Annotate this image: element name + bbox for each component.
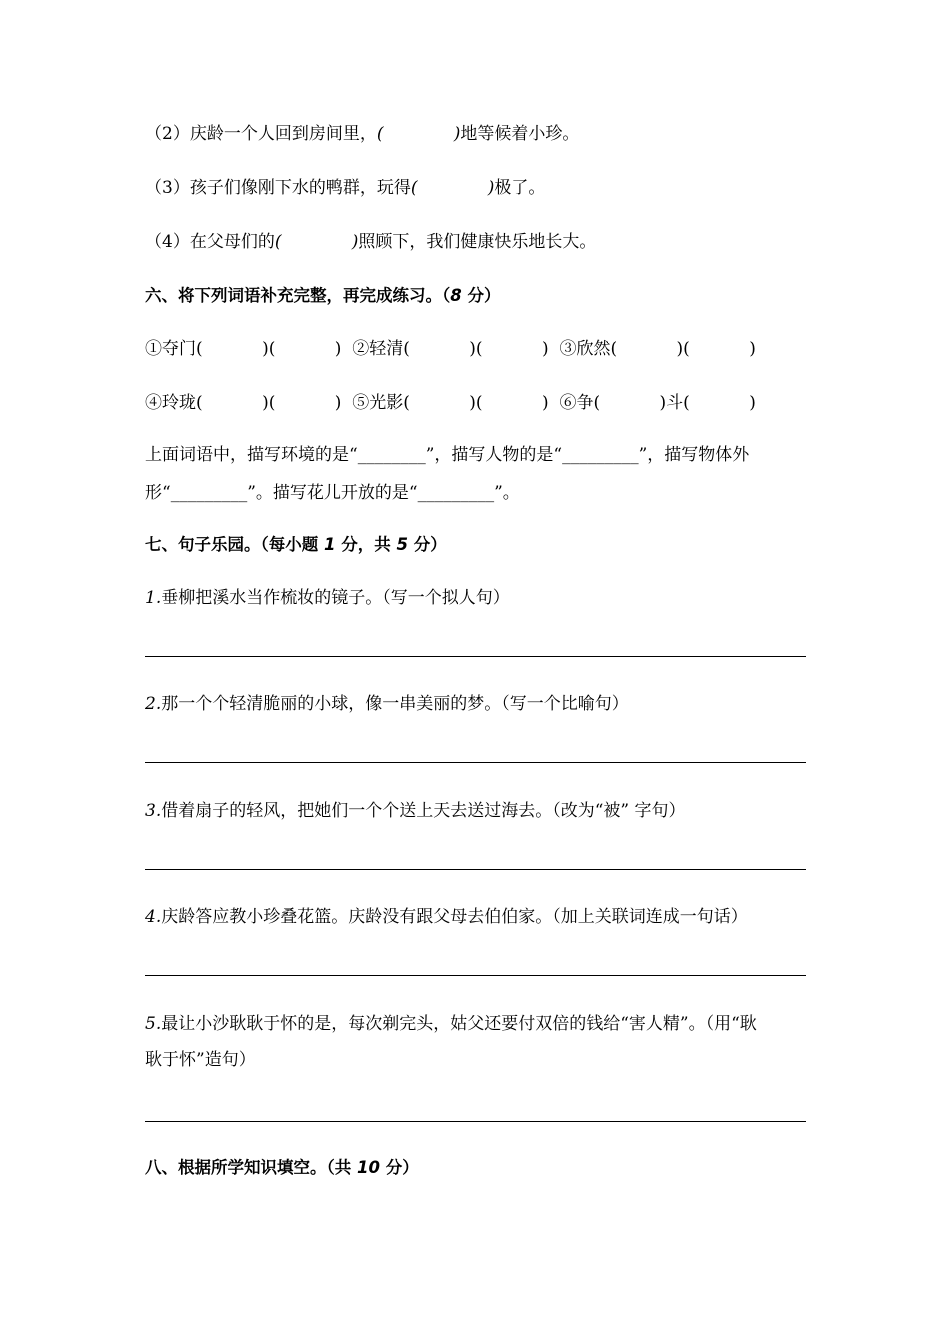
- item-number: （4）: [145, 232, 190, 252]
- fill-sentence-2: [145, 122, 579, 146]
- section6-word-row-2[interactable]: ④玲珑( )( ) ⑤光影( )( ) ⑥争( )斗( ): [145, 393, 756, 413]
- answer-blank[interactable]: ( ): [410, 178, 495, 198]
- sentence-text: 照顾下，我们健康快乐地长大。: [358, 232, 597, 252]
- section6-question-line-2: 形“_________”。描写花儿开放的是“_________”。: [145, 483, 520, 503]
- sentence-text: 在父母们的: [189, 232, 275, 252]
- section7-item-4: 4.庆龄答应教小珍叠花篮。庆龄没有跟父母去伯伯家。（加上关联词连成一句话）: [145, 907, 748, 927]
- section6-heading: 六、将下列词语补充完整，再完成练习。（8 分）: [145, 286, 501, 305]
- section6-word-row-1[interactable]: ①夺门( )( ) ②轻清( )( ) ③欣然( )( ): [145, 339, 756, 359]
- section8-heading: 八、根据所学知识填空。（共 10 分）: [145, 1158, 419, 1177]
- section7-heading: 七、句子乐园。（每小题 1 分，共 5 分）: [145, 535, 447, 554]
- sentence-text: 孩子们像刚下水的鸭群，玩得: [189, 178, 411, 198]
- item-number: （3）: [145, 178, 190, 198]
- answer-blank[interactable]: ( ): [274, 232, 359, 252]
- section7-item-2: 2.那一个个轻清脆丽的小球，像一串美丽的梦。（写一个比喻句）: [145, 694, 629, 714]
- fill-sentence-4: [145, 230, 596, 254]
- section6-question-line-1: 上面词语中，描写环境的是“________”，描写人物的是“_________”，描写物体外: [145, 445, 750, 465]
- section7-item-1: 1.垂柳把溪水当作梳妆的镜子。（写一个拟人句）: [145, 588, 510, 608]
- answer-line-3[interactable]: [145, 869, 806, 870]
- item-number: （2）: [145, 124, 190, 144]
- section7-item-3: 3.借着扇子的轻风，把她们一个个送上天去送过海去。（改为“被” 字句）: [145, 801, 686, 821]
- sentence-text: 极了。: [494, 178, 546, 198]
- answer-blank[interactable]: ( ): [376, 124, 461, 144]
- sentence-text: 庆龄一个人回到房间里，: [189, 124, 377, 144]
- section7-item-5: 5.最让小沙耿耿于怀的是，每次剃完头，姑父还要付双倍的钱给“害人精”。（用“耿: [145, 1014, 757, 1034]
- section7-item-5-continued: 耿于怀”造句）: [145, 1050, 256, 1070]
- fill-sentence-3: [145, 176, 545, 200]
- answer-line-5[interactable]: [145, 1121, 806, 1122]
- answer-line-1[interactable]: [145, 656, 806, 657]
- answer-line-2[interactable]: [145, 762, 806, 763]
- answer-line-4[interactable]: [145, 975, 806, 976]
- sentence-text: 地等候着小珍。: [460, 124, 580, 144]
